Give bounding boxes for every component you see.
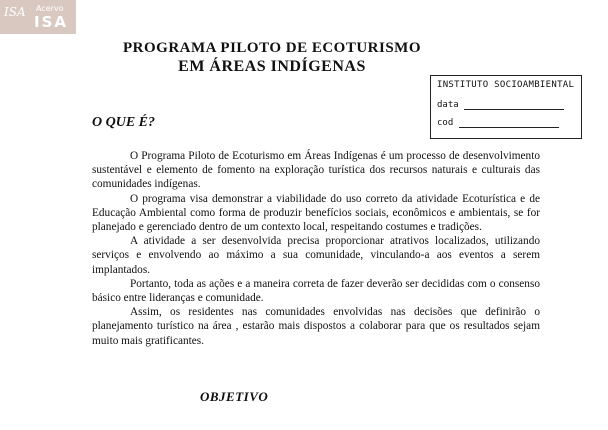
stamp-date-line [464,100,564,110]
stamp-code-line [459,118,559,128]
paragraph: A atividade a ser desenvolvida precisa proporcionar atrativos localizados, utilizando serviços e envolvendo ao máximo a sua comunidade, vinculando-a aos eventos a serem implantados. [92,235,540,276]
stamp-code-label: cod [437,118,454,128]
paragraph: Portanto, toda as ações e a maneira correta de fazer deverão ser decididas com o consenso básico entre lideranças e comunidade. [92,277,540,305]
paragraph: O programa visa demonstrar a viabilidade do uso correto da atividade Ecoturística e de Educação Ambiental como forma de produzir benefícios sociais, econômicos e ambientais, se for planejado e gerenciado dentro de um contexto local, respeitando costumes e tradições. [92,192,540,234]
document-title-line-2: EM ÁREAS INDÍGENAS [178,58,366,75]
paragraph: O Programa Piloto de Ecoturismo em Áreas Indígenas é um processo de desenvolvimento sustentável e elemento de fomento na exploração turística dos recursos naturais e culturais das comunidades indígenas. [92,150,540,191]
document-body [92,149,540,348]
isa-acervo-logo [0,0,76,34]
paragraph: Assim, os residentes nas comunidades envolvidas nas decisões que definirão o planejamento turístico na área , estarão mais dispostos a colaborar para que os resultados sejam muito mais gratificantes. [92,306,540,347]
document-title-line-1: PROGRAMA PILOTO DE ECOTURISMO [123,40,421,56]
stamp-institution: INSTITUTO SOCIOAMBIENTAL [437,80,575,90]
stamp-date-row [437,100,564,110]
logo-mark: ISA [4,5,26,19]
archive-stamp [430,75,582,139]
next-section-heading: OBJETIVO [200,389,269,404]
logo-acervo-text: Acervo [36,4,64,13]
stamp-date-label: data [437,100,459,110]
logo-isa-text: ISA [34,13,68,31]
section-heading: O QUE É? [92,115,156,130]
stamp-code-row [437,118,559,128]
